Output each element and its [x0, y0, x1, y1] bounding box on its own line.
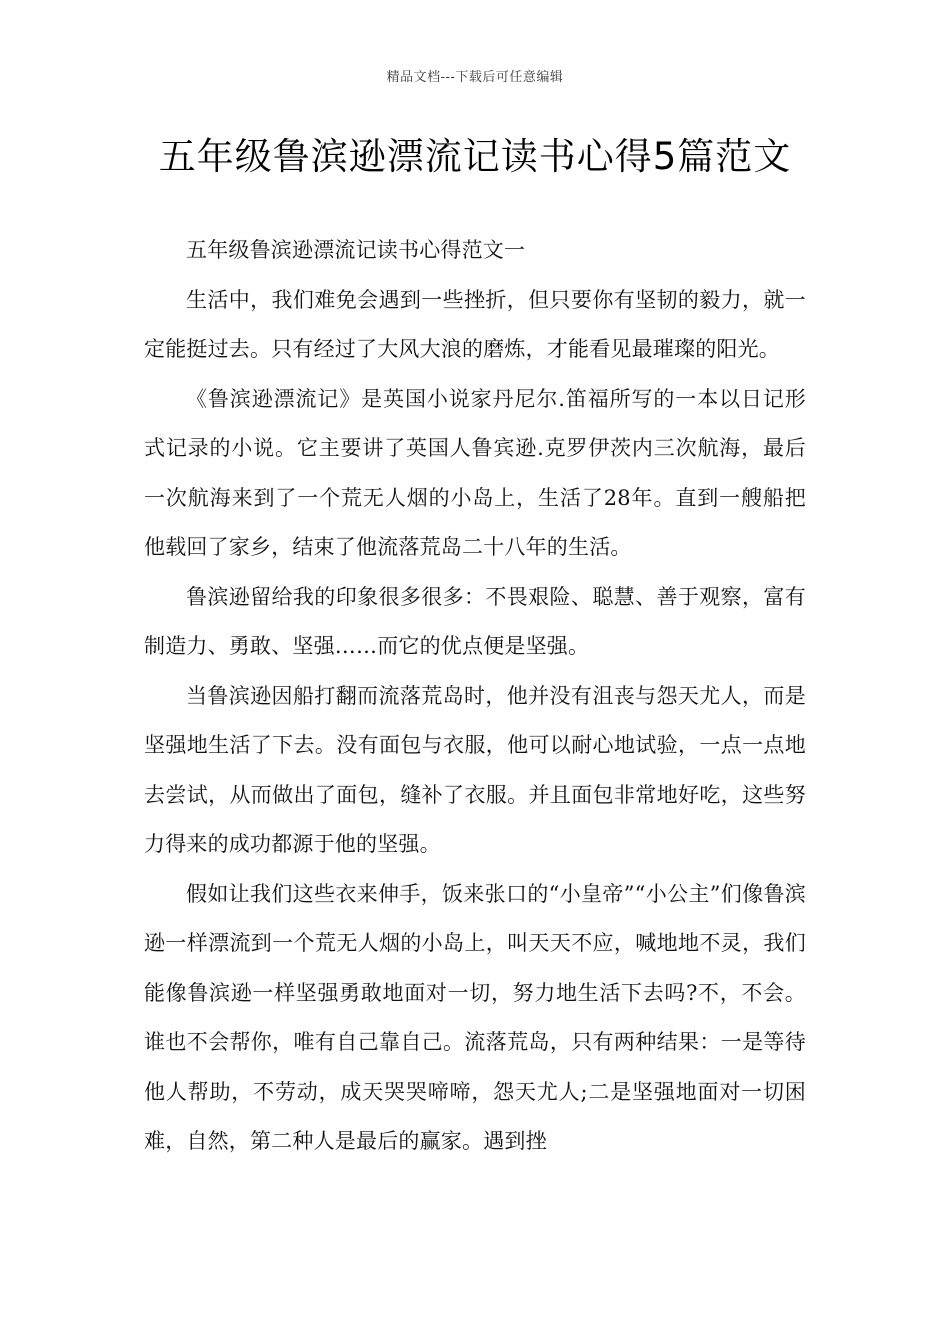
paragraph: 假如让我们这些衣来伸手，饭来张口的“小皇帝”“小公主”们像鲁滨逊一样漂流到一个荒无人烟的小岛上，叫天天不应，喊地地不灵，我们能像鲁滨逊一样坚强勇敢地面对一切，努力地生活下去吗?不，不会。谁也不会帮你，唯有自己靠自己。流落荒岛，只有两种结果：一是等待他人帮助，不劳动，成天哭哭啼啼，怨天尤人;二是坚强地面对一切困难，自然，第二种人是最后的赢家。遇到挫 — [144, 881, 806, 1153]
document-body — [144, 226, 806, 1167]
header-note: 精品文档---下载后可任意编辑 — [386, 70, 564, 85]
paragraph: 当鲁滨逊因船打翻而流落荒岛时，他并没有沮丧与怨天尤人，而是坚强地生活了下去。没有面包与衣服，他可以耐心地试验，一点一点地去尝试，从而做出了面包，缝补了衣服。并且面包非常地好吃，这些努力得来的成功都源于他的坚强。 — [144, 683, 806, 856]
paragraph: 生活中，我们难免会遇到一些挫折，但只要你有坚韧的毅力，就一定能挺过去。只有经过了大风大浪的磨炼，才能看见最璀璨的阳光。 — [144, 287, 806, 361]
paragraph: 《鲁滨逊漂流记》是英国小说家丹尼尔.笛福所写的一本以日记形式记录的小说。它主要讲了英国人鲁宾逊.克罗伊茨内三次航海，最后一次航海来到了一个荒无人烟的小岛上，生活了28年。直到一艘船把他载回了家乡，结束了他流落荒岛二十八年的生活。 — [144, 386, 806, 559]
document-title: 五年级鲁滨逊漂流记读书心得5篇范文 — [158, 135, 792, 178]
section-heading: 五年级鲁滨逊漂流记读书心得范文一 — [186, 238, 526, 262]
paragraph: 鲁滨逊留给我的印象很多很多：不畏艰险、聪慧、善于观察，富有制造力、勇敢、坚强……而它的优点便是坚强。 — [144, 584, 806, 658]
